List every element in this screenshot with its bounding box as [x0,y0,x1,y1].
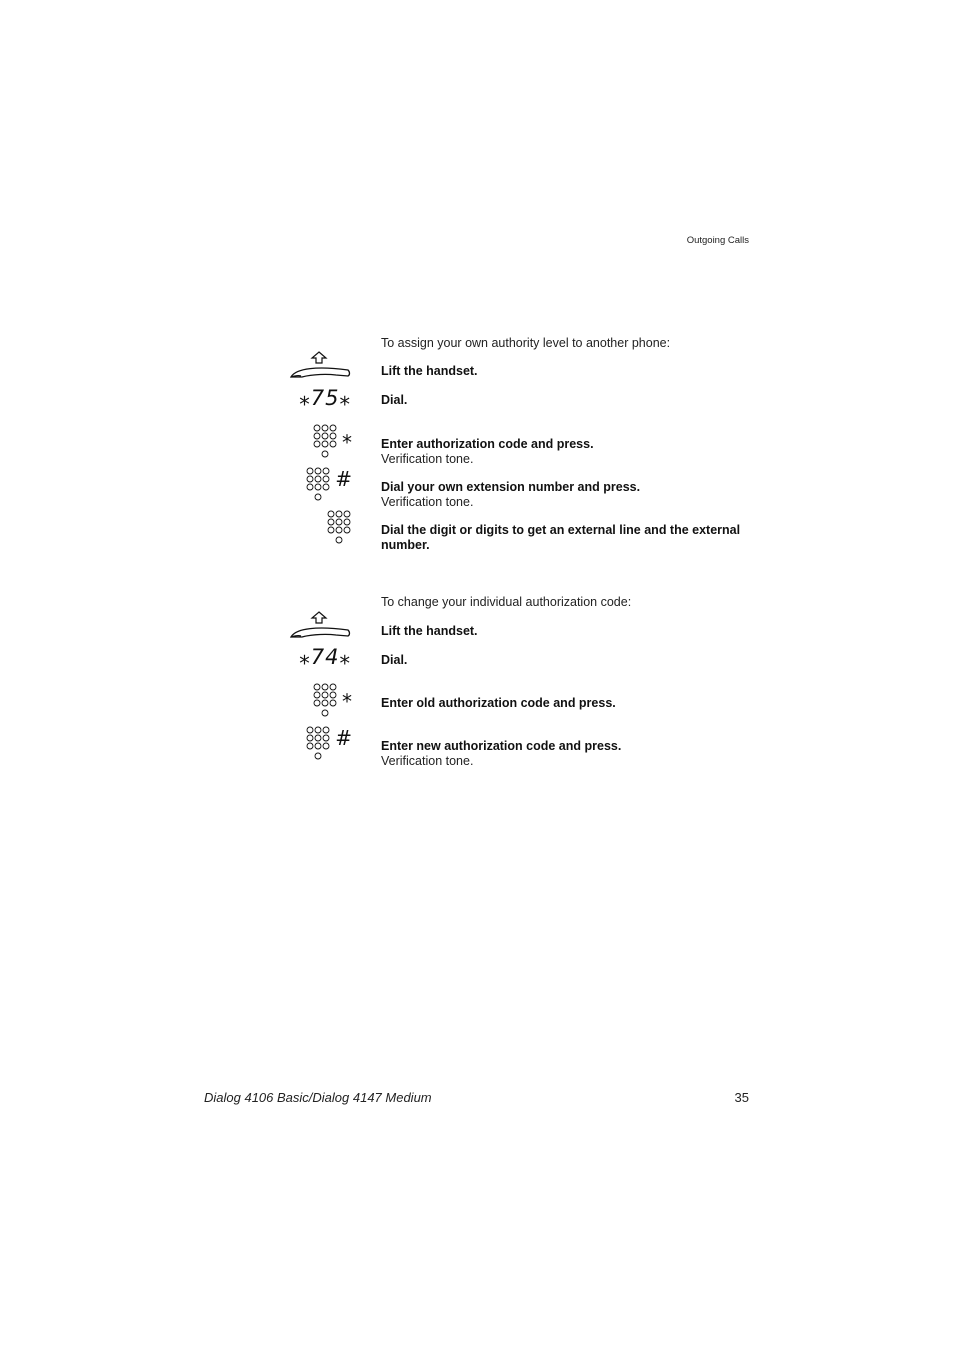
keypad-icon [312,683,338,719]
keypad-icon [305,467,331,503]
step-instruction: Dial. [381,393,408,407]
keypad-icon [326,510,352,546]
keypad-hash-icon [305,726,352,762]
block1-step-dial [381,393,761,408]
dial-code-75: ⁎75⁎ [299,386,351,410]
step-note: Verification tone. [381,495,474,509]
step-instruction: Enter old authorization code and press. [381,696,616,710]
keypad-icon [312,424,338,460]
hash-symbol: # [335,726,352,750]
star-symbol: ⁎ [342,424,352,448]
step-instruction: Dial your own extension number and press. [381,480,641,494]
block2-intro: To change your individual authorization code: [381,595,632,609]
hash-symbol: # [335,467,352,491]
page-number: 35 [734,1090,749,1105]
step-note: Verification tone. [381,452,474,466]
block2-step-dial [381,653,761,668]
footer-document-title: Dialog 4106 Basic/Dialog 4147 Medium [204,1090,432,1105]
block2-step-new-code [381,739,761,769]
block1-intro: To assign your own authority level to another phone: [381,336,671,350]
step-instruction: Lift the handset. [381,624,478,638]
block1-step-auth-code [381,437,761,467]
star-symbol: ⁎ [342,683,352,707]
keypad-hash-icon [305,467,352,503]
keypad-star-icon [312,424,352,460]
keypad-star-icon [312,683,352,719]
step-instruction: Enter authorization code and press. [381,437,594,451]
block2-step-lift [381,624,761,639]
step-note: Verification tone. [381,754,474,768]
step-instruction: Dial. [381,653,408,667]
step-instruction: Dial the digit or digits to get an external line and the external number. [381,523,741,552]
dial-code-74: ⁎74⁎ [299,645,351,669]
block2-step-old-code [381,696,761,711]
step-instruction: Enter new authorization code and press. [381,739,622,753]
running-header: Outgoing Calls [686,235,749,246]
handset-lift-icon [288,350,352,380]
step-instruction: Lift the handset. [381,364,478,378]
handset-lift-icon [288,610,352,640]
block1-step-lift [381,364,761,379]
block1-step-extension [381,480,761,510]
block1-step-external [381,523,761,553]
keypad-icon [305,726,331,762]
